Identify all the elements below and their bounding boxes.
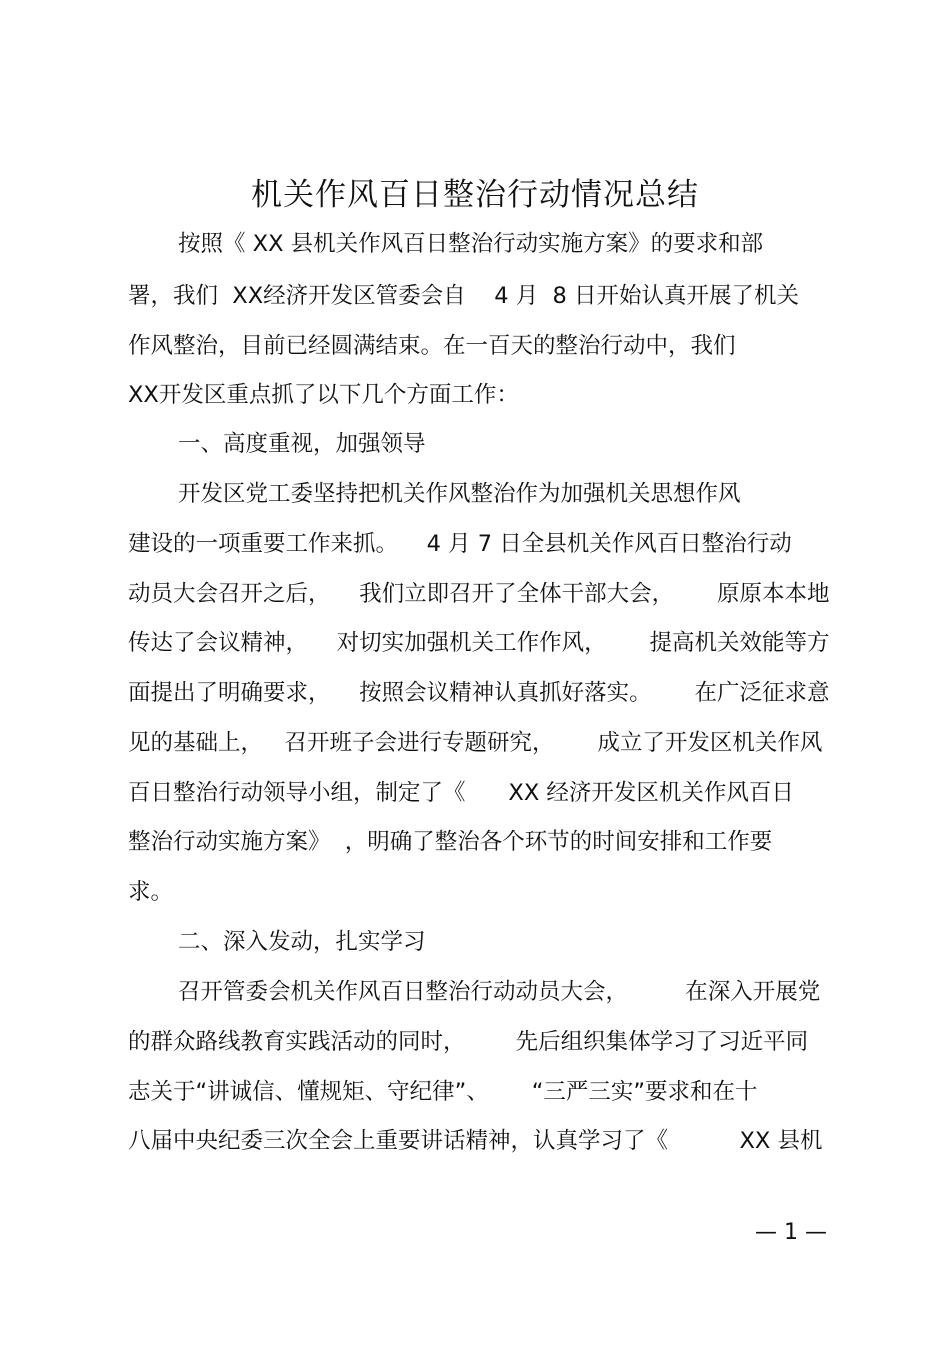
- paragraph-line: 开发区党工委坚持把机关作风整治作为加强机关思想作风: [178, 481, 741, 507]
- section-heading: 二、深入发动，扎实学习: [178, 929, 426, 955]
- paragraph-line: 作风整治，目前已经圆满结束。在一百天的整治行动中，我们: [128, 333, 736, 359]
- paragraph-line: 八届中央纪委三次全会上重要讲话精神，认真学习了《 XX 县机: [128, 1128, 823, 1154]
- page-title: 机关作风百日整治行动情况总结: [251, 177, 699, 213]
- paragraph-line: 动员大会召开之后， 我们立即召开了全体干部大会， 原原本本地: [128, 581, 830, 607]
- paragraph-line: 召开管委会机关作风百日整治行动动员大会， 在深入开展党: [178, 979, 821, 1005]
- paragraph-line: 署，我们 XX经济开发区管委会自 4 月 8 日开始认真开展了机关: [128, 283, 799, 309]
- paragraph-line: 建设的一项重要工作来抓。 4 月 7 日全县机关作风百日整治行动: [128, 531, 792, 557]
- page-number: — 1 —: [755, 1220, 827, 1245]
- paragraph-line: 按照《 XX 县机关作风百日整治行动实施方案》的要求和部: [178, 231, 764, 257]
- paragraph-line: 志关于“讲诚信、懂规矩、守纪律”、 “三严三实”要求和在十: [128, 1079, 758, 1105]
- paragraph-line: 求。: [128, 879, 174, 905]
- paragraph-line: 传达了会议精神， 对切实加强机关工作作风， 提高机关效能等方: [128, 630, 830, 656]
- paragraph-line: 的群众路线教育实践活动的同时， 先后组织集体学习了习近平同: [128, 1029, 809, 1055]
- paragraph-line: 整治行动实施方案》 ，明确了整治各个环节的时间安排和工作要: [128, 829, 773, 855]
- paragraph-line: 百日整治行动领导小组，制定了《 XX 经济开发区机关作风百日: [128, 780, 794, 806]
- paragraph-line: XX开发区重点抓了以下几个方面工作：: [128, 382, 519, 408]
- section-heading: 一、高度重视，加强领导: [178, 431, 426, 457]
- paragraph-line: 面提出了明确要求， 按照会议精神认真抓好落实。 在广泛征求意: [128, 680, 830, 706]
- paragraph-line: 见的基础上， 召开班子会进行专题研究， 成立了开发区机关作风: [128, 730, 823, 756]
